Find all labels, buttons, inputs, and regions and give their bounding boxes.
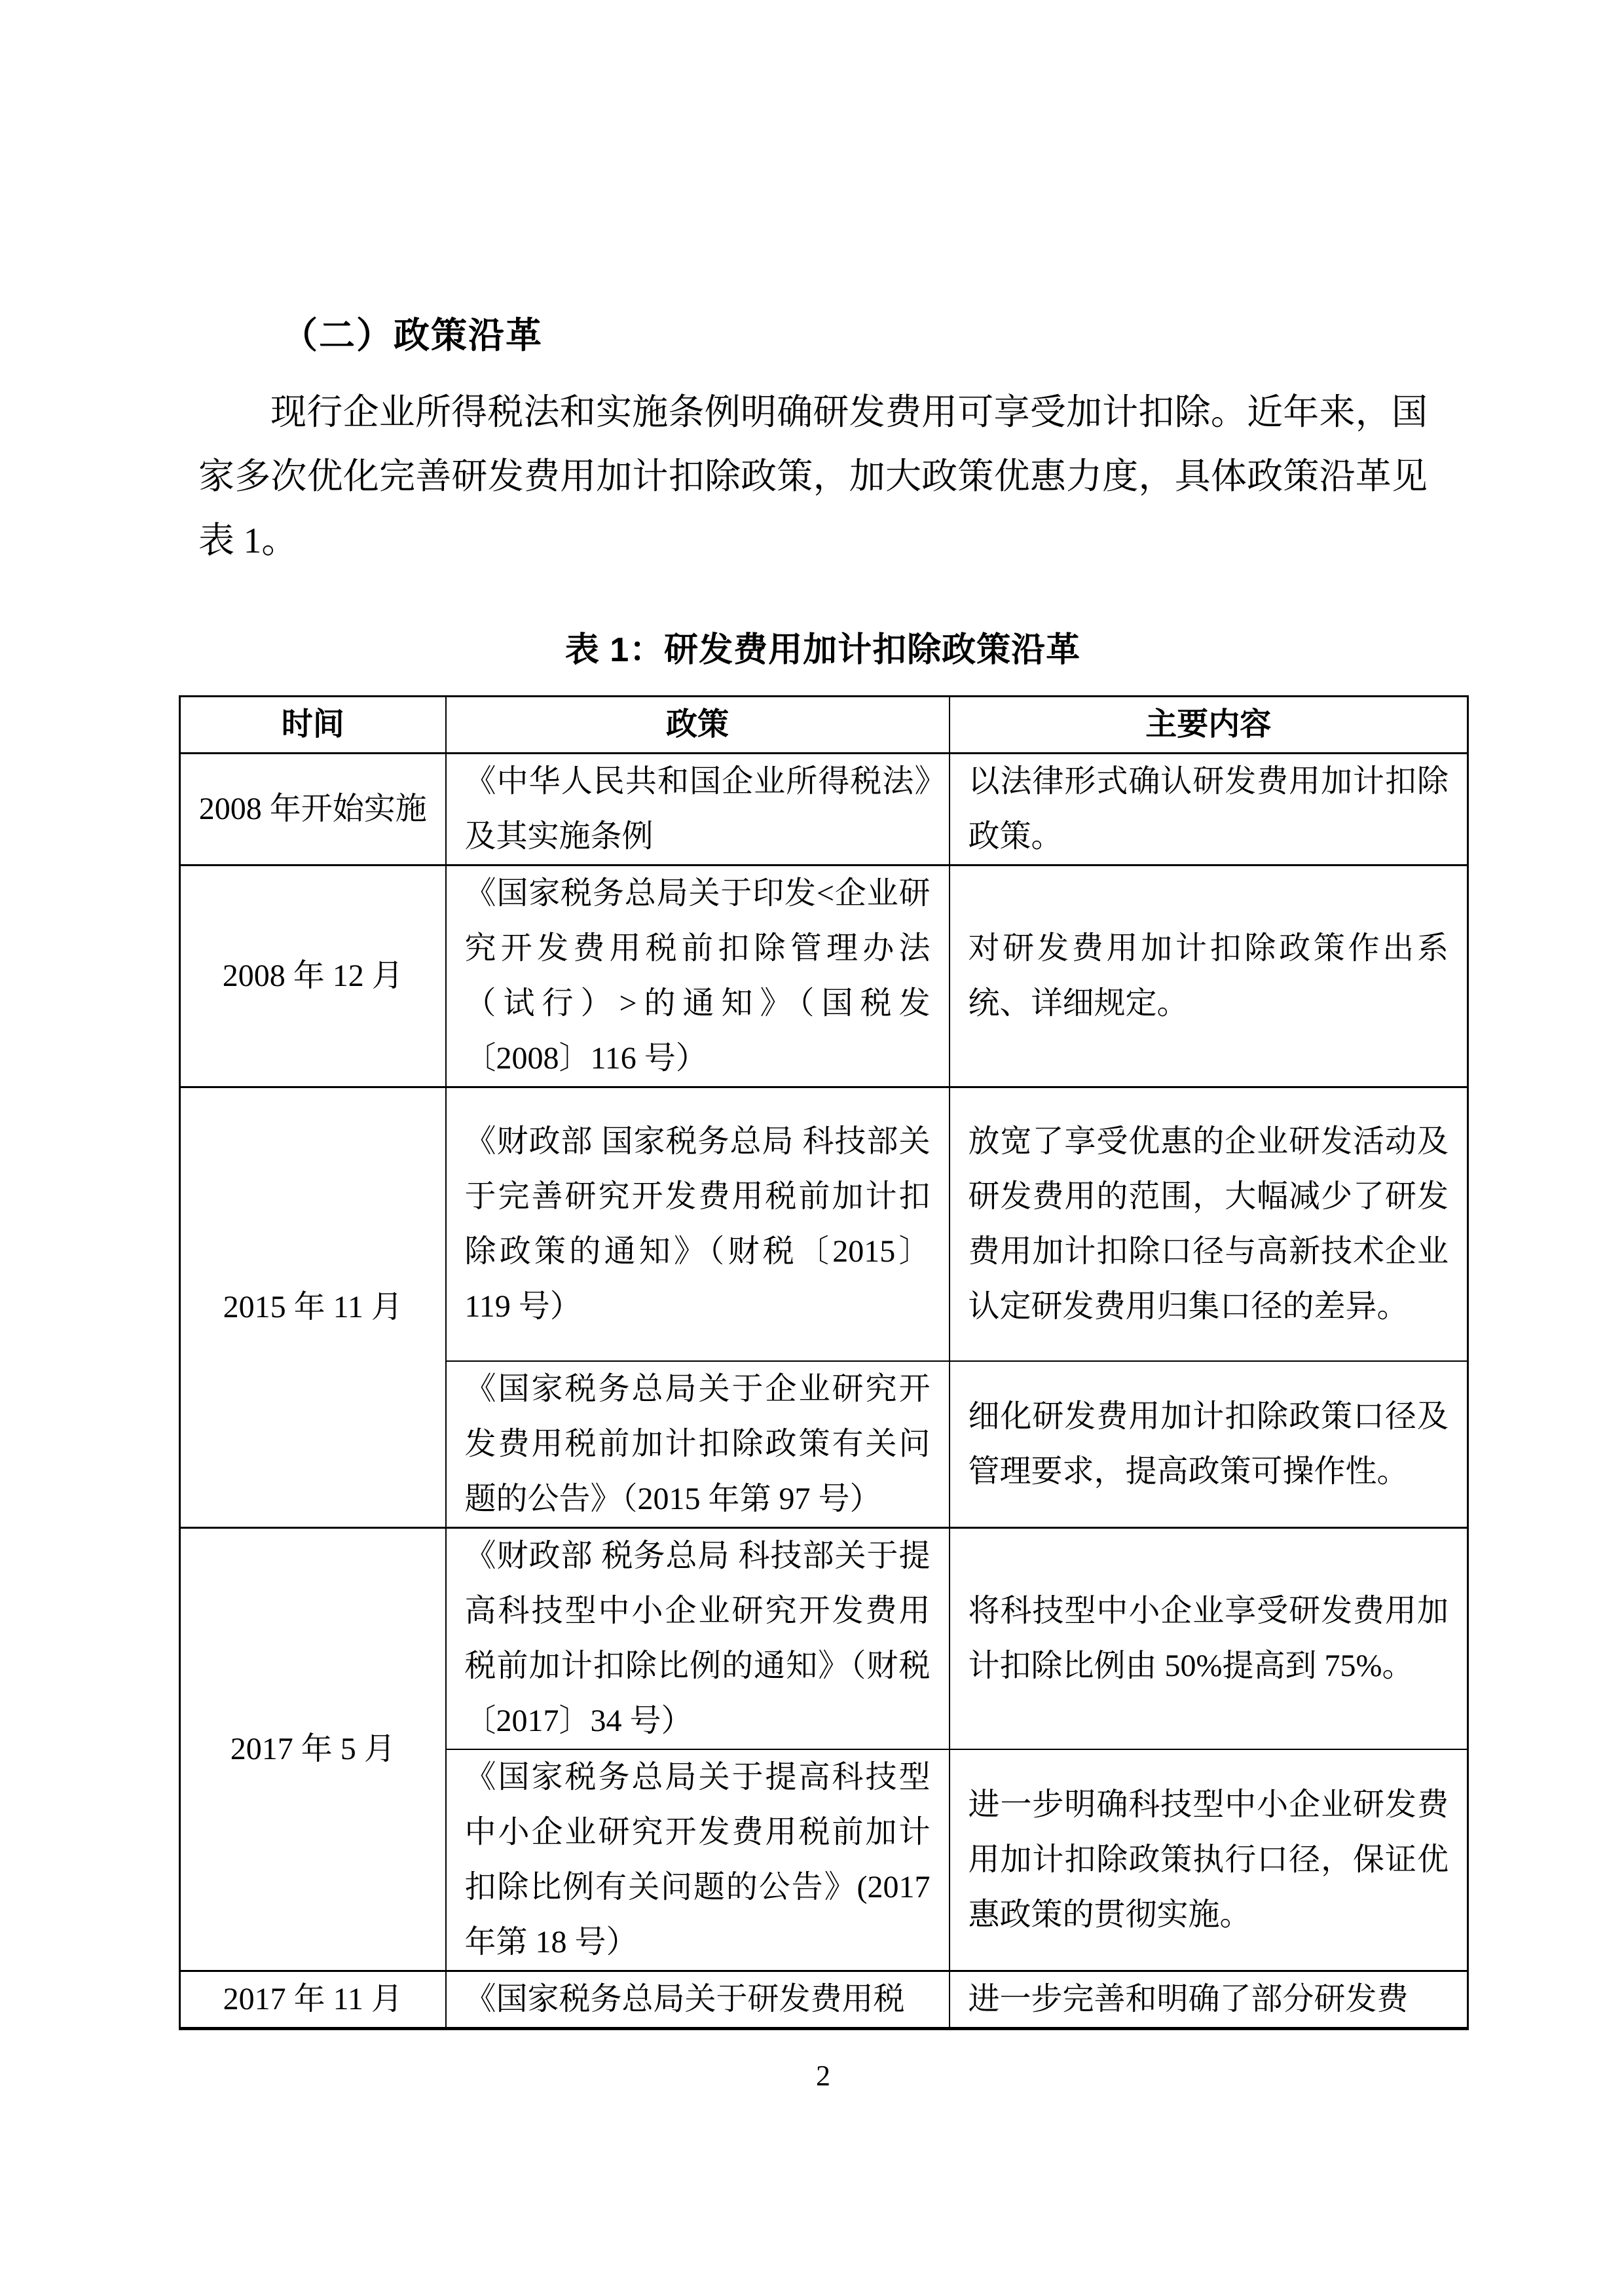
table-row-2008-start xyxy=(180,754,1468,866)
table-caption: 表 1：研发费用加计扣除政策沿革 xyxy=(564,631,1081,669)
policy-cell: 《国家税务总局关于企业研究开发费用税前加计扣除政策有关问题的公告》（2015 年第 97 号） xyxy=(446,1361,950,1528)
page-number: 2 xyxy=(816,2060,830,2092)
header-cell-policy: 政策 xyxy=(446,697,950,754)
header-cell-content: 主要内容 xyxy=(950,697,1468,754)
content-cell: 将科技型中小企业享受研发费用加计扣除比例由 50%提高到 75%。 xyxy=(950,1527,1468,1749)
policy-cell: 《中华人民共和国企业所得税法》及其实施条例 xyxy=(446,754,950,866)
policy-history-table xyxy=(179,695,1469,2030)
content-cell: 以法律形式确认研发费用加计扣除政策。 xyxy=(950,754,1468,866)
policy-cell: 《财政部 税务总局 科技部关于提高科技型中小企业研究开发费用税前加计扣除比例的通知》（财税〔2017〕34 号） xyxy=(446,1527,950,1749)
table-row-2015-11-a xyxy=(180,1087,1468,1361)
section-heading: （二）政策沿革 xyxy=(282,316,544,355)
intro-paragraph: 现行企业所得税法和实施条例明确研发费用可享受加计扣除。近年来，国家多次优化完善研发费用加计扣除政策，加大政策优惠力度，具体政策沿革见表 1。 xyxy=(198,392,1428,560)
time-cell: 2017 年 11 月 xyxy=(180,1971,446,2028)
table-row-2017-11 xyxy=(180,1971,1468,2028)
table-row-2017-5-a xyxy=(180,1527,1468,1749)
time-cell: 2017 年 5 月 xyxy=(180,1527,446,1971)
policy-cell: 《国家税务总局关于研发费用税 xyxy=(446,1971,950,2028)
content-cell: 对研发费用加计扣除政策作出系统、详细规定。 xyxy=(950,866,1468,1087)
content-cell: 放宽了享受优惠的企业研发活动及研发费用的范围，大幅减少了研发费用加计扣除口径与高新技术企业认定研发费用归集口径的差异。 xyxy=(950,1087,1468,1361)
content-cell: 进一步明确科技型中小企业研发费用加计扣除政策执行口径，保证优惠政策的贯彻实施。 xyxy=(950,1749,1468,1971)
content-cell: 细化研发费用加计扣除政策口径及管理要求，提高政策可操作性。 xyxy=(950,1361,1468,1528)
time-cell: 2015 年 11 月 xyxy=(180,1087,446,1528)
policy-cell: 《国家税务总局关于印发<企业研究开发费用税前扣除管理办法（试行）>的通知》（国税发〔2008〕116 号） xyxy=(446,866,950,1087)
policy-cell: 《国家税务总局关于提高科技型中小企业研究开发费用税前加计扣除比例有关问题的公告》(2017 年第 18 号） xyxy=(446,1749,950,1971)
content-cell: 进一步完善和明确了部分研发费 xyxy=(950,1971,1468,2028)
time-cell: 2008 年开始实施 xyxy=(180,754,446,866)
table-row-2008-12 xyxy=(180,866,1468,1087)
policy-cell: 《财政部 国家税务总局 科技部关于完善研究开发费用税前加计扣除政策的通知》（财税〔2015〕119 号） xyxy=(446,1087,950,1361)
table-header-row xyxy=(180,697,1468,754)
header-cell-time: 时间 xyxy=(180,697,446,754)
time-cell: 2008 年 12 月 xyxy=(180,866,446,1087)
